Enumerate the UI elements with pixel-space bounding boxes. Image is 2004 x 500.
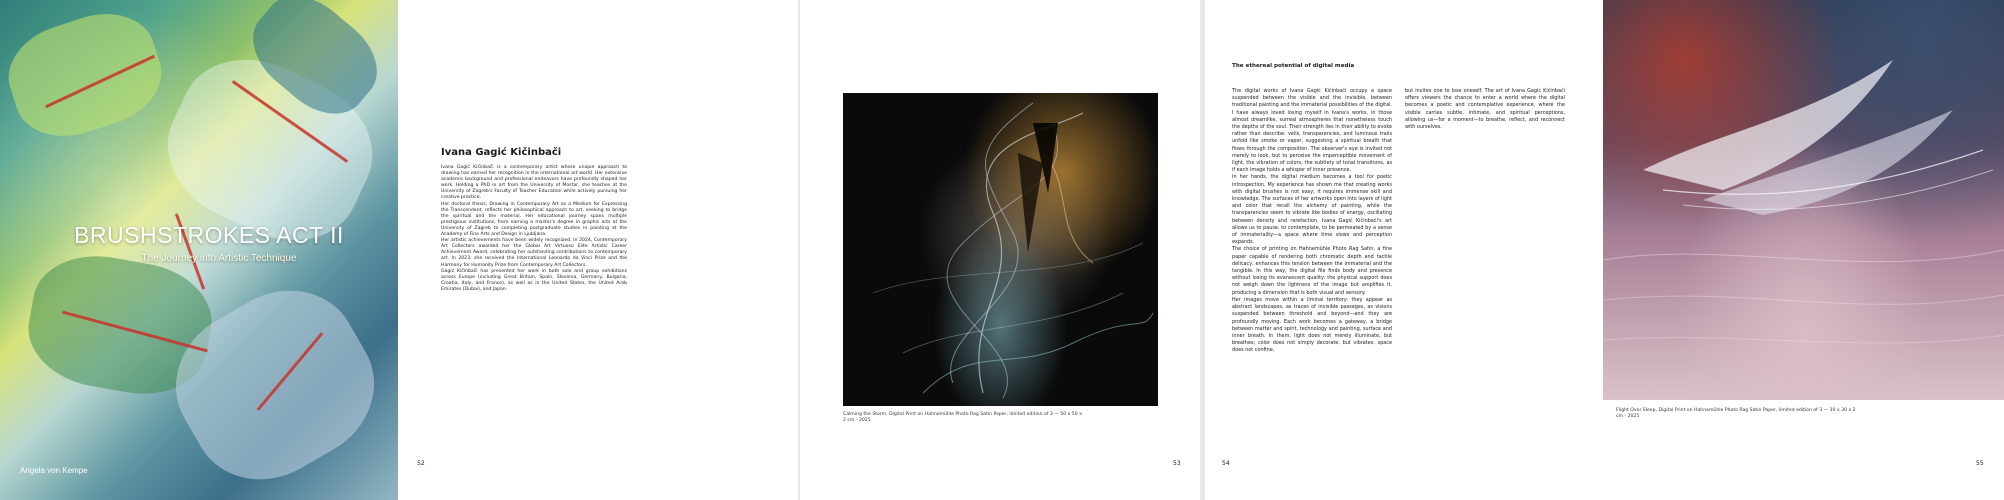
artwork-calming-the-storm [843,93,1158,406]
essay-paragraph: The digital works of Ivana Gagić Kičinbači occupy a space suspended between the visible and the invisible, between traditional painting and the immaterial possibilities of the digital. I have always loved losing myself in Ivana's works, in those almost dreamlike, surreal atmospheres that nonetheless touch the depths of the soul. Their strength lies in their ability to evoke rather than describe: veils, transparencies, and luminous trails unfold like smoke or vapor, suggesting a spiritual breath that flows through the composition. The observer's eye is invited not merely to look, but to perceive the imperceptible movement of light, the vibration of colors, the subtlety of tonal transitions, as if each image holds a whisper of inner presence. [1232,88,1392,174]
bio-paragraph: Her artistic achievements have been widely recognized. In 2024, Contemporary Art Collectors awarded her the Global Art Virtuoso Elite Artistic Career Achievement Award, celebrating her outstanding contributions to contemporary art. In 2023, she received the International Leonardo da Vinci Prize and the Harmony for Humanity Prize from Contemporary Art Collectors. [441,238,627,268]
bio-paragraph: Her doctoral thesis, Drawing in Contemporary Art as a Medium for Expressing the Transcendent, reflects her philosophical approach to art, seeking to bridge the spiritual and the material. Her educational journey spans multiple prestigious institutions, from earning a master's degree in graphic arts at the University of Zagreb to completing postgraduate studies in painting at the Academy of Fine Arts and Design in Ljubljana. [441,201,627,238]
bio-paragraph: Gagić Kičinbači has presented her work in both solo and group exhibitions across Europe (including Great Britain, Spain, Slovenia, Germany, Bulgaria, Croatia, Italy, and France), as well as in the United States, the United Arab Emirates (Dubai), and Japan. [441,268,627,292]
cover-page [0,0,398,500]
cover-author: Angela von Kempe [20,466,88,475]
page-number: 54 [1222,460,1230,467]
page-53 [800,0,1200,500]
essay-column-left [1232,88,1392,355]
page-55 [1603,0,2004,500]
artist-name-heading: Ivana Gagić Kičinbači [441,147,562,158]
page-number: 53 [1173,460,1181,467]
cover-subtitle: The Journey into Artistic Technique [141,253,297,264]
artwork-light-trails [843,93,1158,406]
essay-paragraph: In her hands, the digital medium becomes a tool for poetic introspection. My experience has shown me that creating works with digital brushes is not easy; it requires immense skill and knowledge. The surfaces of her artworks open into layers of light and color that recall the alchemy of painting, while the transparencies seem to vibrate like bodies of energy, oscillating between density and rarefaction. Ivana Gagić Kičinbači's art allows us to pause, to contemplate, to be permeated by a sense of immateriality—a space where time slows and perception expands. [1232,174,1392,246]
essay-paragraph: but invites one to lose oneself. The art of Ivana Gagić Kičinbači offers viewers the chance to enter a world where the digital becomes a poetic and contemplative experience, where the visible carries subtle, intimate, and spiritual perceptions, allowing us—for a moment—to breathe, reflect, and reconnect with ourselves. [1405,88,1565,131]
cover-title: BRUSHSTROKES ACT II [74,222,344,248]
page-54 [1205,0,1603,500]
essay-column-right [1405,88,1565,131]
page-number: 55 [1976,460,1984,467]
bio-paragraph: Ivana Gagić Kičinbači is a contemporary artist whose unique approach to drawing has earned her recognition in the international art world. Her extensive academic background and professional endeavors have profoundly shaped her work. Holding a PhD in art from the University of Mostar, she teaches at the University of Zagreb's Faculty of Teacher Education while actively pursuing her creative practice. [441,165,627,201]
essay-paragraph: Her images move within a liminal territory: they appear as abstract landscapes, as traces of invisible passages, as visions suspended between threshold and beyond—and they are profoundly moving. Each work becomes a gateway, a bridge between matter and spirit, technology and painting, surface and inner breath. In them, light does not merely illuminate, but breathes; color does not simply decorate, but vibrates; space does not confine, [1232,296,1392,354]
artist-bio [441,165,627,293]
cover-brushstroke [0,0,173,150]
page-number: 52 [417,460,425,467]
artwork-winged-shapes [1603,0,2004,400]
essay-title: The ethereal potential of digital media [1232,63,1355,69]
artwork-caption: Flight Over Sleep, Digital Print on Hahnemühle Photo Rag Satin Paper, limited edition of 3 — 30 x 30 x 2 cm - 2025 [1616,408,1856,419]
artwork-caption: Calming the Storm, Digital Print on Hahnemühle Photo Rag Satin Paper, limited edition of 3 — 50 x 50 x 2 cm - 2025 [843,412,1082,423]
artwork-flight-over-sleep [1603,0,2004,400]
essay-paragraph: The choice of printing on Hahnemühle Photo Rag Satin, a fine paper capable of rendering both chromatic depth and tactile delicacy, enhances this tension between the immaterial and the tangible. In this way, the digital file finds body and presence without losing its evanescent quality: the physical support does not weigh down the lightness of the image but amplifies it, producing a dimension that is both visual and sensory. [1232,246,1392,296]
page-52 [398,0,798,500]
